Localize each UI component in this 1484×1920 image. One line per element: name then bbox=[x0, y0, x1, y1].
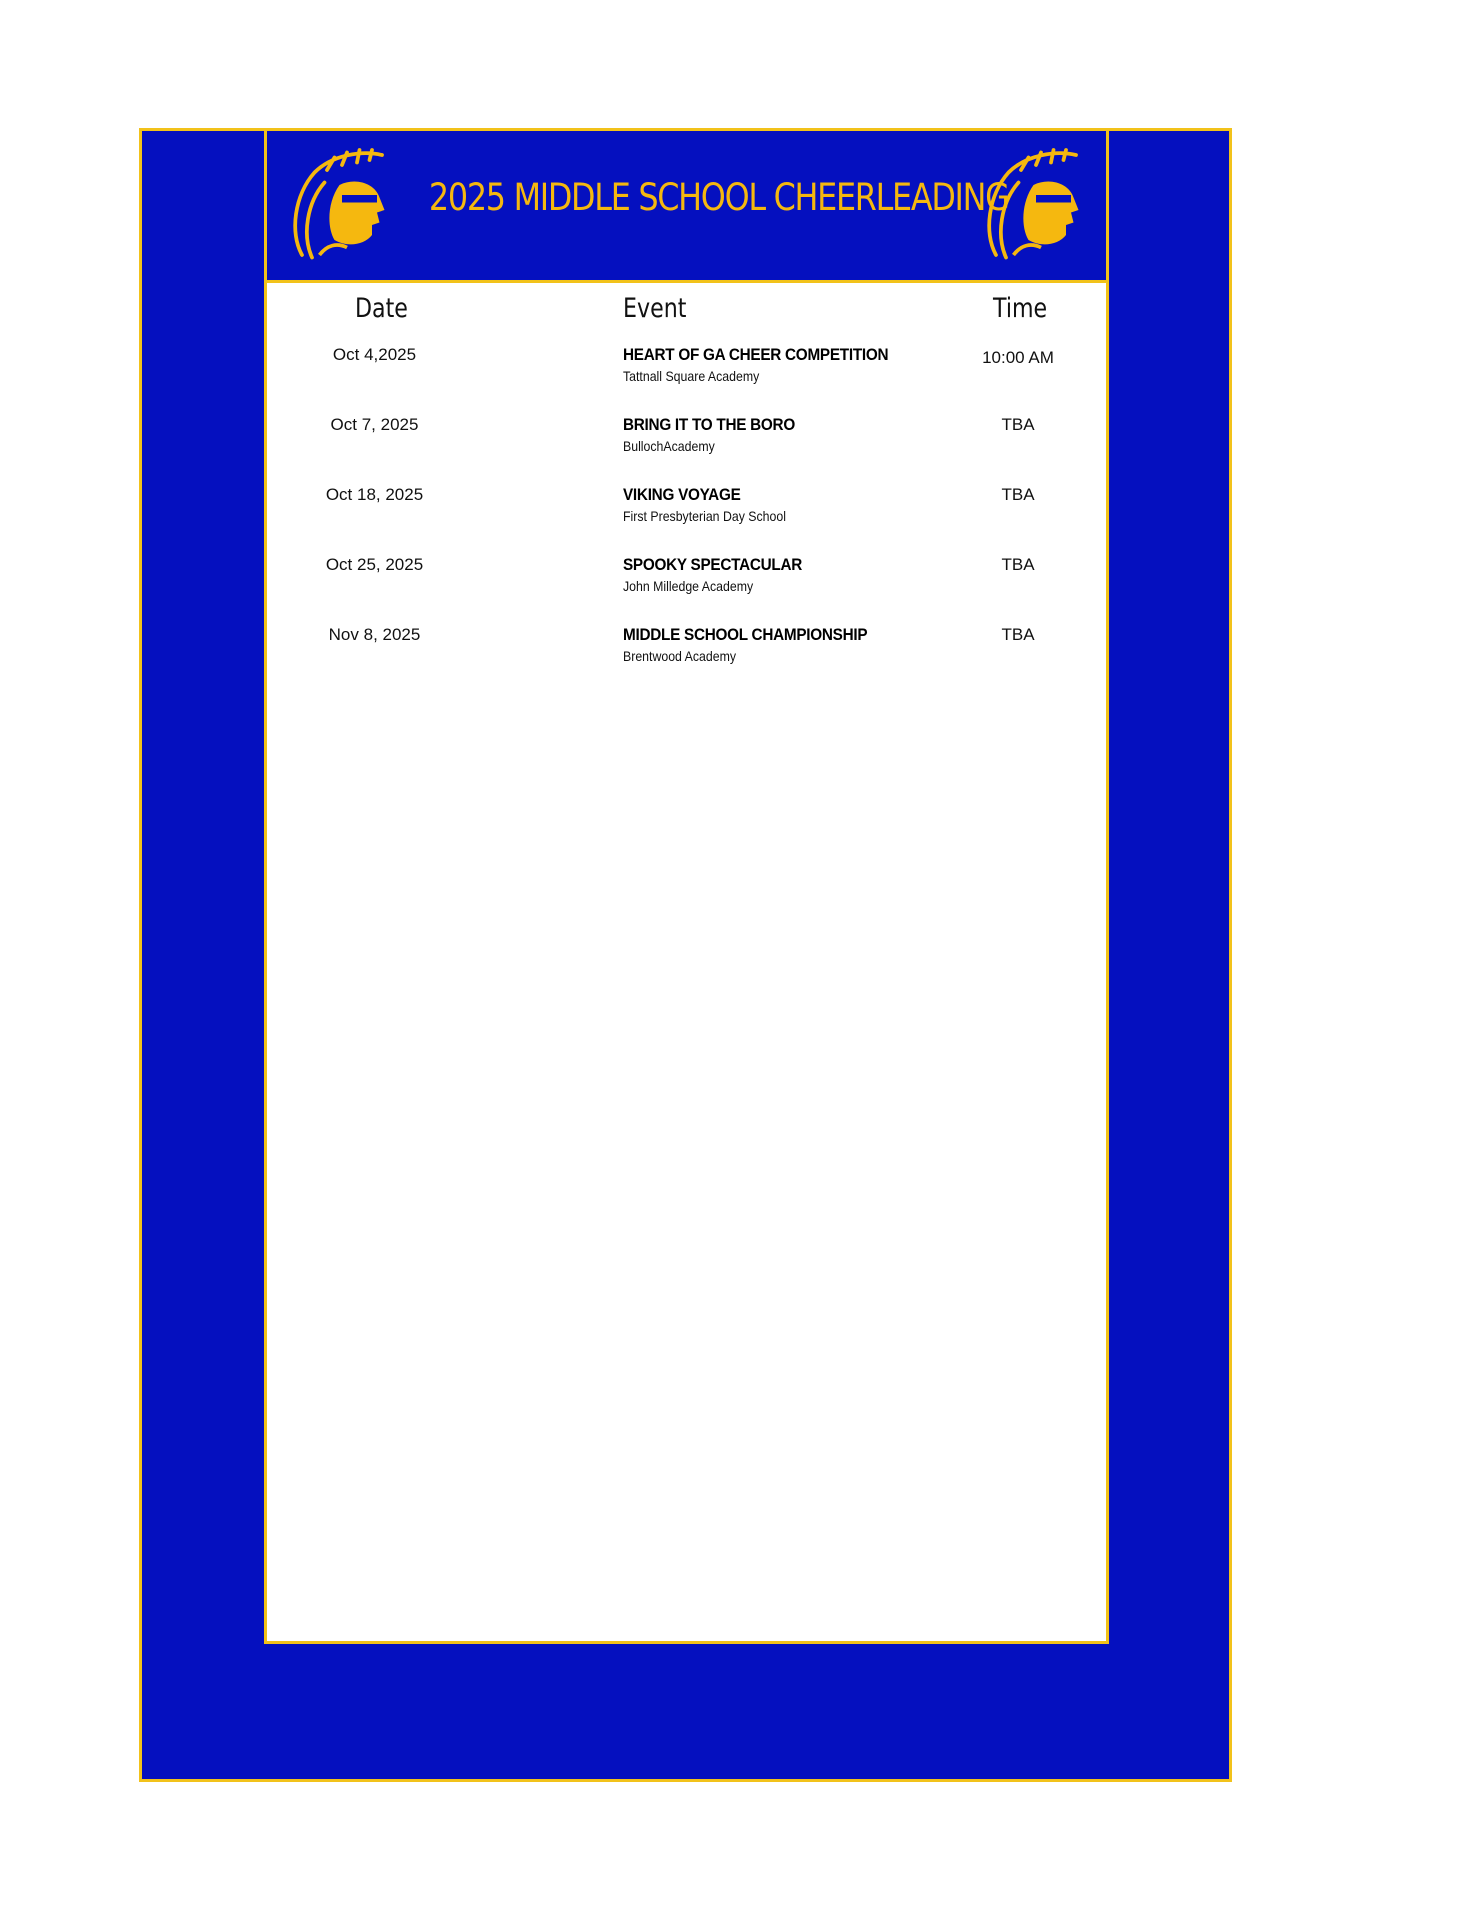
trojan-helmet-icon bbox=[971, 145, 1096, 270]
column-header-date: Date bbox=[355, 293, 408, 324]
schedule-row bbox=[267, 485, 1106, 545]
column-header-event: Event bbox=[623, 293, 687, 324]
column-header-time: Time bbox=[993, 293, 1048, 324]
event-cell bbox=[623, 555, 953, 594]
event-time: TBA bbox=[1001, 485, 1035, 504]
event-location: Tattnall Square Academy bbox=[623, 368, 760, 384]
event-name: VIKING VOYAGE bbox=[623, 485, 741, 504]
event-location: BullochAcademy bbox=[623, 438, 715, 454]
page-title: 2025 MIDDLE SCHOOL CHEERLEADING bbox=[428, 176, 1009, 219]
event-cell bbox=[623, 345, 953, 384]
header-banner bbox=[267, 131, 1106, 283]
event-date: Oct 18, 2025 bbox=[325, 485, 424, 504]
event-time: 10:00 AM bbox=[982, 348, 1054, 367]
schedule-row bbox=[267, 625, 1106, 685]
event-date: Oct 7, 2025 bbox=[330, 415, 419, 434]
event-time: TBA bbox=[1001, 625, 1035, 644]
schedule-row bbox=[267, 345, 1106, 405]
event-cell bbox=[623, 625, 953, 664]
trojan-helmet-icon bbox=[277, 145, 402, 270]
event-cell bbox=[623, 485, 953, 524]
event-time: TBA bbox=[1001, 415, 1035, 434]
event-name: HEART OF GA CHEER COMPETITION bbox=[623, 345, 889, 364]
event-location: Brentwood Academy bbox=[623, 648, 736, 664]
event-name: SPOOKY SPECTACULAR bbox=[623, 555, 803, 574]
event-location: John Milledge Academy bbox=[623, 578, 754, 594]
event-cell bbox=[623, 415, 953, 454]
schedule-row bbox=[267, 555, 1106, 615]
event-name: BRING IT TO THE BORO bbox=[623, 415, 795, 434]
event-name: MIDDLE SCHOOL CHAMPIONSHIP bbox=[623, 625, 868, 644]
event-date: Oct 25, 2025 bbox=[325, 555, 424, 574]
event-time: TBA bbox=[1001, 555, 1035, 574]
schedule-row bbox=[267, 415, 1106, 475]
event-location: First Presbyterian Day School bbox=[623, 508, 786, 524]
event-date: Nov 8, 2025 bbox=[328, 625, 421, 644]
schedule-sheet bbox=[264, 128, 1109, 1644]
event-date: Oct 4,2025 bbox=[332, 345, 417, 364]
